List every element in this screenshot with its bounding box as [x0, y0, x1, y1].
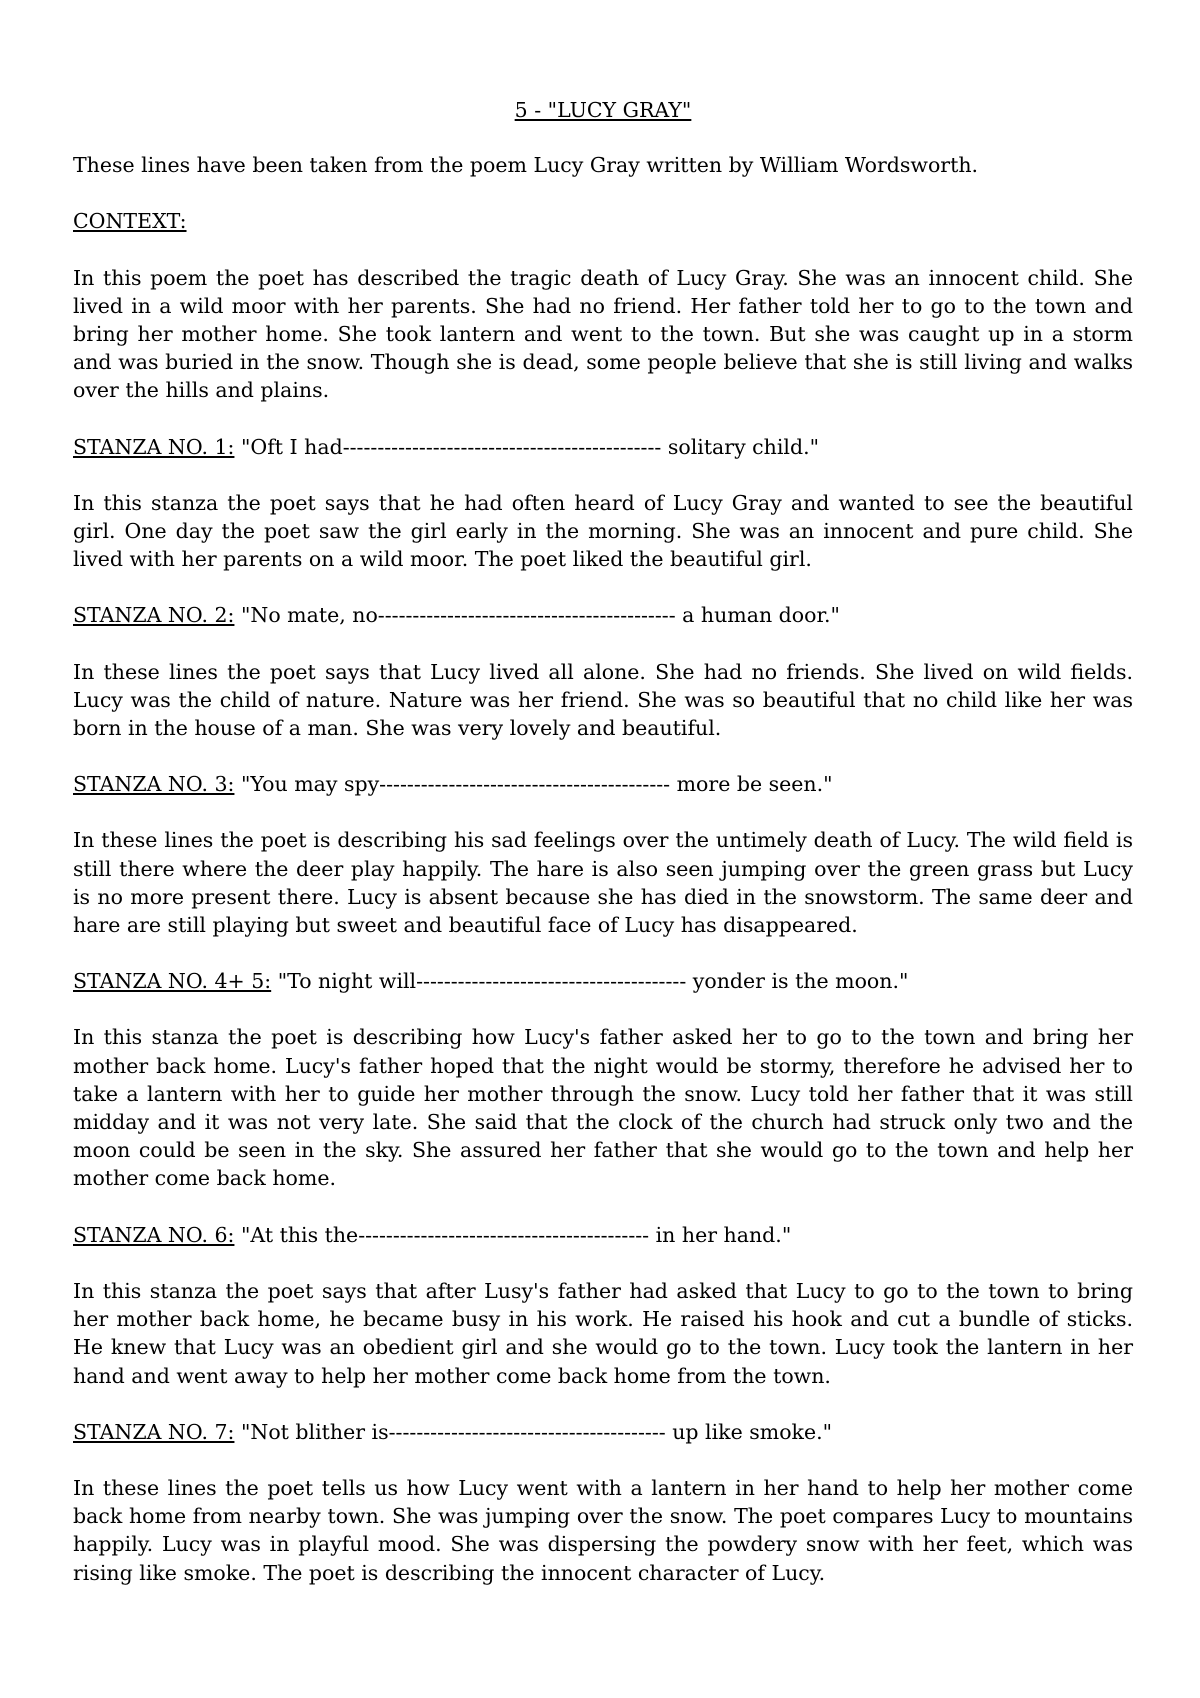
- page-title: 5 - "LUCY GRAY": [514, 98, 692, 122]
- stanza-quote: "To night will--------------------------------------- yonder is the moon.": [271, 969, 909, 994]
- stanza-3-heading: [73, 770, 1133, 798]
- stanza-quote: "Not blither is---------------------------------------- up like smoke.": [234, 1419, 833, 1444]
- stanza-1-heading: [73, 433, 1133, 461]
- stanza-2-heading: [73, 601, 1133, 629]
- stanza-4-5-paragraph: In this stanza the poet is describing how Lucy's father asked her to go to the town and bring her mother back home. Lucy's father hoped that the night would be stormy, therefore he advised her to take a lantern with her to guide her mother through the snow. Lucy told her father that it was still midday and it was not very late. She said that the clock of the church had struck only two and the moon could be seen in the sky. She assured her father that she would go to the town and help her mother come back home.: [73, 1025, 1133, 1191]
- stanza-quote: "At this the------------------------------------------ in her hand.": [234, 1222, 792, 1247]
- stanza-label: STANZA NO. 1:: [73, 434, 235, 459]
- stanza-label: STANZA NO. 4+ 5:: [73, 969, 272, 994]
- stanza-4-5-heading: [73, 967, 1133, 995]
- stanza-label: STANZA NO. 7:: [73, 1419, 235, 1444]
- stanza-quote: "Oft I had---------------------------------------------- solitary child.": [234, 434, 820, 459]
- stanza-label: STANZA NO. 3:: [73, 772, 235, 797]
- stanza-label: STANZA NO. 2:: [73, 603, 235, 628]
- stanza-quote: "No mate, no------------------------------------------- a human door.": [234, 603, 840, 628]
- stanza-6-paragraph: In this stanza the poet says that after Lusy's father had asked that Lucy to go to the town to bring her mother back home, he became busy in his work. He raised his hook and cut a bundle of sticks. He knew that Lucy was an obedient girl and she would go to the town. Lucy took the lantern in her hand and went away to help her mother come back home from the town.: [73, 1278, 1133, 1388]
- stanza-3-paragraph: In these lines the poet is describing his sad feelings over the untimely death of Lucy. The wild field is still there where the deer play happily. The hare is also seen jumping over the green grass but Lucy is no more present there. Lucy is absent because she has died in the snowstorm. The same deer and hare are still playing but sweet and beautiful face of Lucy has disappeared.: [73, 828, 1133, 938]
- document-page: [73, 96, 1133, 1587]
- stanza-1-paragraph: In this stanza the poet says that he had often heard of Lucy Gray and wanted to see the beautiful girl. One day the poet saw the girl early in the morning. She was an innocent and pure child. She lived with her parents on a wild moor. The poet liked the beautiful girl.: [73, 490, 1133, 572]
- stanza-6-heading: [73, 1221, 1133, 1249]
- stanza-quote: "You may spy------------------------------------------ more be seen.": [234, 772, 833, 797]
- intro-paragraph: These lines have been taken from the poem Lucy Gray written by William Wordsworth.: [73, 153, 979, 178]
- stanza-label: STANZA NO. 6:: [73, 1222, 235, 1247]
- stanza-7-heading: [73, 1418, 1133, 1446]
- context-heading: [73, 207, 1133, 235]
- context-paragraph: In this poem the poet has described the tragic death of Lucy Gray. She was an innocent child. She lived in a wild moor with her parents. She had no friend. Her father told her to go to the town and bring her mother home. She took lantern and went to the town. But she was caught up in a storm and was buried in the snow. Though she is dead, some people believe that she is still living and walks over the hills and plains.: [73, 265, 1133, 403]
- context-heading-label: CONTEXT:: [73, 209, 187, 234]
- stanza-7-paragraph: In these lines the poet tells us how Lucy went with a lantern in her hand to help her mother come back home from nearby town. She was jumping over the snow. The poet compares Lucy to mountains happily. Lucy was in playful mood. She was dispersing the powdery snow with her feet, which was rising like smoke. The poet is describing the innocent character of Lucy.: [73, 1475, 1133, 1585]
- stanza-2-paragraph: In these lines the poet says that Lucy lived all alone. She had no friends. She lived on wild fields. Lucy was the child of nature. Nature was her friend. She was so beautiful that no child like her was born in the house of a man. She was very lovely and beautiful.: [73, 659, 1133, 741]
